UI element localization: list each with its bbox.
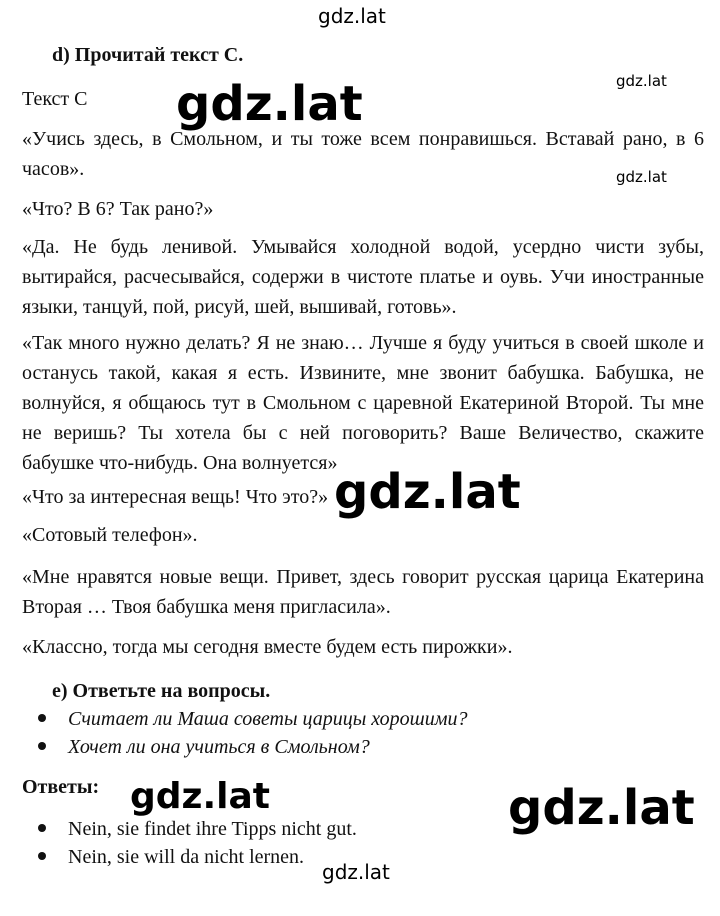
watermark-large: gdz.lat: [130, 776, 271, 817]
list-item: [38, 814, 357, 844]
watermark-bottom: gdz.lat: [322, 860, 390, 884]
paragraph: «Да. Не будь ленивой. Умывайся холодной водой, усердно чисти зубы, вытирайся, расчесывайся, содержи в чистоте платье и оувь. Учи иностранные языки, танцуй, пой, рисуй, шей, вышивай, готовь».: [22, 236, 704, 318]
question-text: Считает ли Маша советы царицы хорошими?: [68, 708, 468, 730]
paragraph: «Классно, тогда мы сегодня вместе будем есть пирожки».: [22, 636, 513, 658]
text-title: Текст С: [22, 88, 88, 110]
watermark-large: gdz.lat: [334, 464, 521, 520]
bullet-icon: [38, 852, 46, 860]
task-e-heading: e) Ответьте на вопросы.: [52, 680, 271, 702]
bullet-icon: [38, 742, 46, 750]
list-item: [38, 704, 468, 734]
bullet-icon: [38, 824, 46, 832]
answer-text: Nein, sie findet ihre Tipps nicht gut.: [68, 818, 357, 840]
task-d-heading: d) Прочитай текст С.: [52, 44, 244, 66]
list-item: [38, 732, 370, 762]
paragraph: «Так много нужно делать? Я не знаю… Лучше я буду учиться в своей школе и останусь такой, какая я есть. Извините, мне звонит бабушка. Бабушка, не волнуйся, я общаюсь тут в Смольном с царевной Екатериной Второй. Ты мне не веришь? Ты хотела бы с ней поговорить? Ваше Величество, скажите бабушке что-нибудь. Она волнуется»: [22, 332, 704, 474]
bullet-icon: [38, 714, 46, 722]
paragraph: «Что за интересная вещь! Что это?»: [22, 486, 329, 508]
watermark-right: gdz.lat: [616, 72, 667, 90]
question-text: Хочет ли она учиться в Смольном?: [68, 736, 370, 758]
answer-text: Nein, sie will da nicht lernen.: [68, 846, 305, 868]
list-item: [38, 842, 304, 872]
paragraph: «Учись здесь, в Смольном, и ты тоже всем понравишься. Вставай рано, в 6 часов».: [22, 128, 704, 180]
watermark-top: gdz.lat: [318, 4, 386, 28]
watermark-large: gdz.lat: [176, 76, 363, 132]
paragraph: «Сотовый телефон».: [22, 524, 198, 546]
watermark-right: gdz.lat: [616, 168, 667, 186]
paragraph: «Что? В 6? Так рано?»: [22, 198, 214, 220]
paragraph: «Мне нравятся новые вещи. Привет, здесь говорит русская царица Екатерина Вторая … Твоя бабушка меня пригласила».: [22, 566, 704, 618]
answers-heading: Ответы:: [22, 776, 100, 798]
watermark-large: gdz.lat: [508, 780, 695, 836]
